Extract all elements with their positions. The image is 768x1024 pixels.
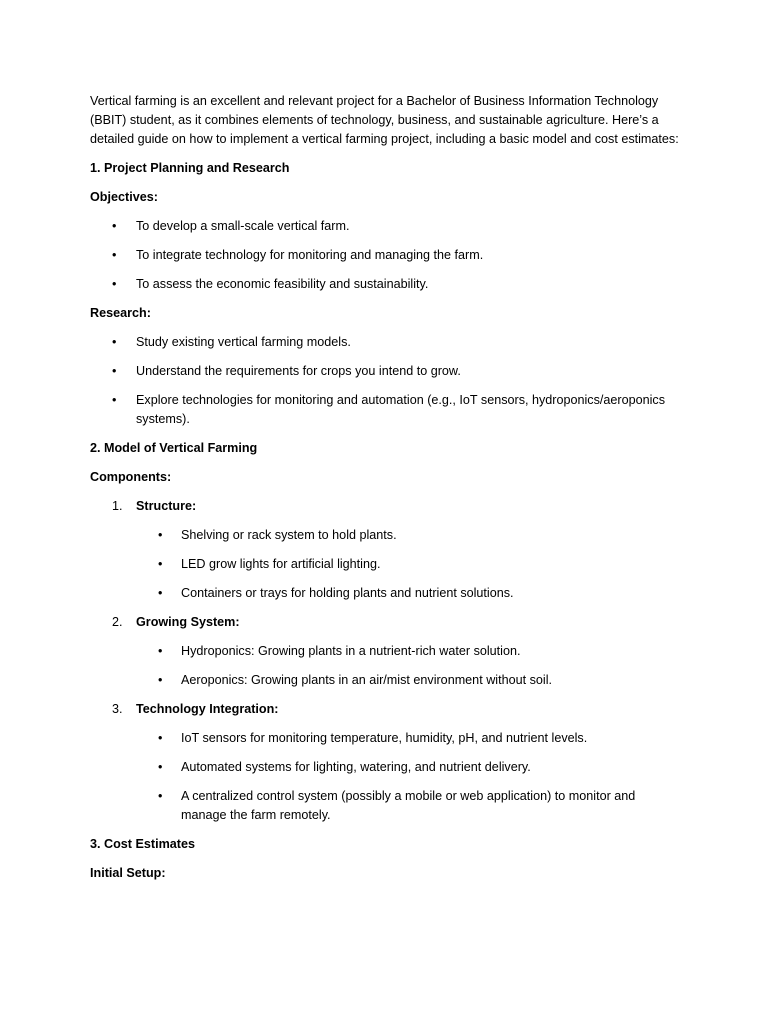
component-title: Technology Integration:	[136, 702, 279, 716]
list-item-text: Aeroponics: Growing plants in an air/mist environment without soil.	[181, 673, 552, 687]
sub-list	[136, 526, 680, 603]
section-3-title: 3. Cost Estimates	[90, 837, 195, 851]
components-label: Components:	[90, 470, 172, 484]
list-item	[90, 391, 680, 429]
bullet-icon: •	[112, 335, 117, 349]
component-item	[90, 613, 680, 690]
list-item	[136, 787, 680, 825]
sub-list	[136, 729, 680, 825]
component-title: Structure:	[136, 499, 197, 513]
bullet-icon: •	[158, 760, 163, 774]
list-item-text: To integrate technology for monitoring and managing the farm.	[136, 248, 484, 262]
initial-setup-label: Initial Setup:	[90, 866, 166, 880]
list-item	[136, 555, 680, 574]
section-1-title: 1. Project Planning and Research	[90, 161, 290, 175]
bullet-icon: •	[158, 557, 163, 571]
list-item	[90, 275, 680, 294]
bullet-icon: •	[158, 586, 163, 600]
list-number: 3.	[112, 702, 123, 716]
list-item	[90, 333, 680, 352]
bullet-icon: •	[158, 673, 163, 687]
list-item	[136, 584, 680, 603]
list-number: 2.	[112, 615, 123, 629]
section-2-title: 2. Model of Vertical Farming	[90, 441, 258, 455]
list-item	[136, 526, 680, 545]
research-label: Research:	[90, 306, 151, 320]
components-list	[90, 497, 680, 825]
list-item	[136, 671, 680, 690]
component-title: Growing System:	[136, 615, 240, 629]
list-item	[136, 758, 680, 777]
list-item-text: To assess the economic feasibility and sustainability.	[136, 277, 429, 291]
list-item	[136, 729, 680, 748]
list-item-text: Automated systems for lighting, watering, and nutrient delivery.	[181, 760, 531, 774]
component-item	[90, 497, 680, 603]
bullet-icon: •	[158, 789, 163, 803]
component-item	[90, 700, 680, 825]
list-item-text: Hydroponics: Growing plants in a nutrient-rich water solution.	[181, 644, 521, 658]
list-item	[90, 246, 680, 265]
intro-paragraph: Vertical farming is an excellent and relevant project for a Bachelor of Business Information Technology (BBIT) student, as it combines elements of technology, business, and sustainable agriculture. Here’s a detailed guide on how to implement a vertical farming project, including a basic model and cost estimates:	[90, 94, 679, 146]
list-item-text: A centralized control system (possibly a mobile or web application) to monitor and manage the farm remotely.	[181, 789, 636, 822]
list-item	[136, 642, 680, 661]
list-item-text: LED grow lights for artificial lighting.	[181, 557, 381, 571]
document-page	[90, 92, 680, 893]
objectives-label: Objectives:	[90, 190, 158, 204]
list-item-text: Study existing vertical farming models.	[136, 335, 351, 349]
bullet-icon: •	[158, 644, 163, 658]
objectives-list	[90, 217, 680, 294]
sub-list	[136, 642, 680, 690]
bullet-icon: •	[112, 219, 117, 233]
list-item-text: Explore technologies for monitoring and automation (e.g., IoT sensors, hydroponics/aeroponics systems).	[136, 393, 666, 426]
bullet-icon: •	[112, 277, 117, 291]
list-number: 1.	[112, 499, 123, 513]
list-item-text: IoT sensors for monitoring temperature, humidity, pH, and nutrient levels.	[181, 731, 588, 745]
bullet-icon: •	[158, 731, 163, 745]
bullet-icon: •	[112, 248, 117, 262]
list-item-text: Containers or trays for holding plants and nutrient solutions.	[181, 586, 514, 600]
bullet-icon: •	[112, 393, 117, 407]
list-item	[90, 362, 680, 381]
list-item-text: Understand the requirements for crops you intend to grow.	[136, 364, 461, 378]
bullet-icon: •	[112, 364, 117, 378]
research-list	[90, 333, 680, 429]
list-item	[90, 217, 680, 236]
list-item-text: Shelving or rack system to hold plants.	[181, 528, 397, 542]
list-item-text: To develop a small-scale vertical farm.	[136, 219, 350, 233]
bullet-icon: •	[158, 528, 163, 542]
